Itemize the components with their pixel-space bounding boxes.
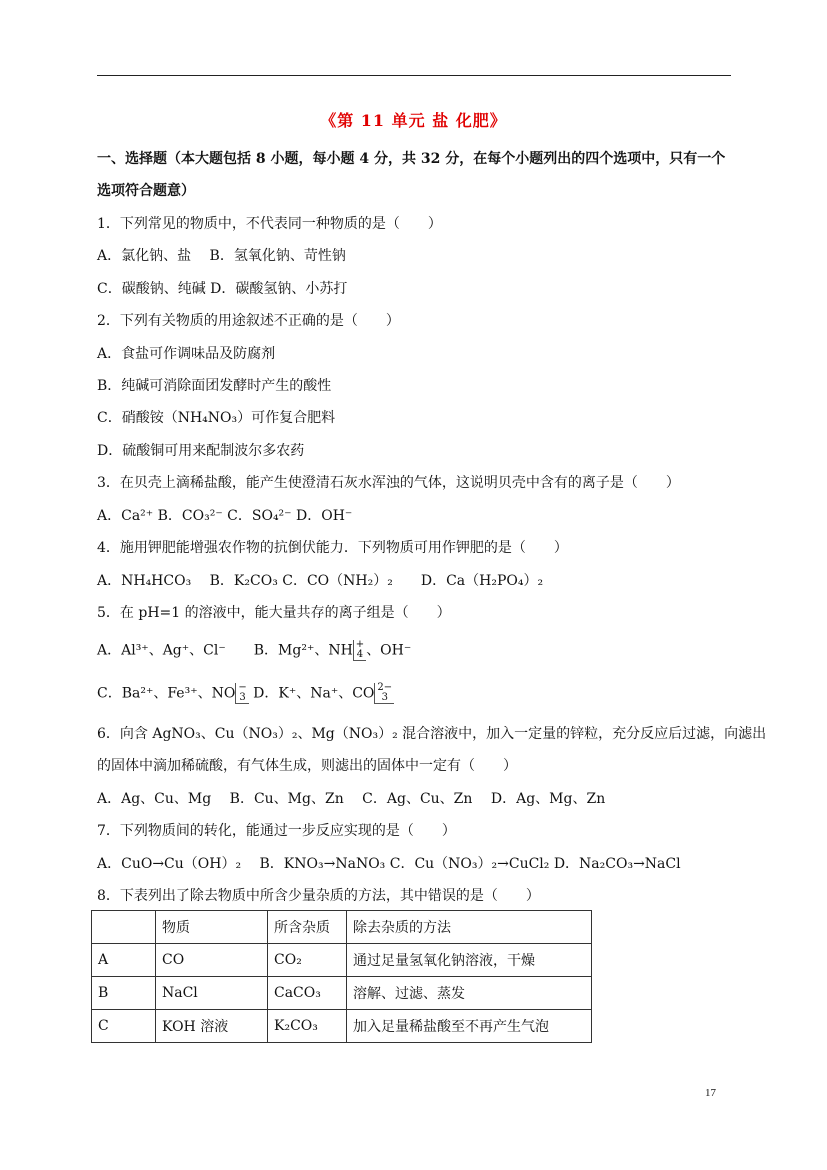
table-cell: CaCO₃ (268, 977, 347, 1010)
question-2-option: C．硝酸铵（NH₄NO₃）可作复合肥料 (97, 410, 336, 426)
question-5-option-ab (97, 640, 411, 661)
question-7-stem: 7．下列物质间的转化，能通过一步反应实现的是（ ） (97, 823, 456, 839)
table-cell: C (92, 1010, 156, 1043)
table-cell: K₂CO₃ (268, 1010, 347, 1043)
table-header-row (92, 911, 592, 944)
table-row (92, 1010, 592, 1043)
question-6-stem: 6．向含 AgNO₃、Cu（NO₃）₂、Mg（NO₃）₂ 混合溶液中，加入一定量的锌粒，充分反应后过滤，向滤出 (97, 726, 767, 742)
question-1-option: A．氯化钠、盐 B．氢氧化钠、苛性钠 (97, 248, 346, 264)
ion-charge-box: + 4 (353, 640, 366, 661)
option-text: D．K⁺、Na⁺、CO (248, 685, 375, 702)
table-header-cell (92, 911, 156, 944)
section-heading-line1: 一、选择题（本大题包括 8 小题，每小题 4 分，共 32 分，在每个小题列出的四个选项中，只有一个 (97, 151, 726, 167)
option-text: A．Al³⁺、Ag⁺、Cl⁻ B．Mg²⁺、NH (97, 642, 353, 659)
ion-charge-box: 2− 3 (374, 683, 394, 704)
question-3-stem: 3．在贝壳上滴稀盐酸，能产生使澄清石灰水浑浊的气体，这说明贝壳中含有的离子是（ ） (97, 475, 680, 491)
question-8-stem: 8．下表列出了除去物质中所含少量杂质的方法，其中错误的是（ ） (97, 888, 540, 904)
table-cell: NaCl (156, 977, 268, 1010)
table-cell: CO (156, 944, 268, 977)
table-cell: KOH 溶液 (156, 1010, 268, 1043)
question-2-stem: 2．下列有关物质的用途叙述不正确的是（ ） (97, 313, 400, 329)
option-text: 、OH⁻ (366, 642, 412, 659)
section-heading-line2: 选项符合题意） (97, 183, 195, 199)
question-6-stem-cont: 的固体中滴加稀硫酸，有气体生成，则滤出的固体中一定有（ ） (97, 758, 517, 774)
table-header-cell: 物质 (156, 911, 268, 944)
question-2-option: B．纯碱可消除面团发酵时产生的酸性 (97, 378, 332, 394)
question-5-option-cd (97, 683, 394, 704)
question-4-option: A．NH₄HCO₃ B．K₂CO₃ C．CO（NH₂）₂ D．Ca（H₂PO₄）₂ (97, 573, 544, 589)
table-cell: 通过足量氢氧化钠溶液，干燥 (347, 944, 592, 977)
page-number: 17 (705, 1087, 716, 1099)
table-row (92, 944, 592, 977)
unit-title: 《第 11 单元 盐 化肥》 (320, 111, 507, 130)
table-cell: CO₂ (268, 944, 347, 977)
ion-charge-box: − 3 (235, 683, 248, 704)
table-row (92, 977, 592, 1010)
question-3-option: A．Ca²⁺ B．CO₃²⁻ C．SO₄²⁻ D．OH⁻ (97, 508, 353, 524)
table-header-cell: 所含杂质 (268, 911, 347, 944)
table-cell: B (92, 977, 156, 1010)
table-header-cell: 除去杂质的方法 (347, 911, 592, 944)
table-cell: A (92, 944, 156, 977)
question-1-option: C．碳酸钠、纯碱 D．碳酸氢钠、小苏打 (97, 281, 348, 297)
question-4-stem: 4．施用钾肥能增强农作物的抗倒伏能力．下列物质可用作钾肥的是（ ） (97, 540, 568, 556)
header-rule (97, 75, 731, 76)
impurity-table (91, 910, 592, 1043)
question-6-option: A．Ag、Cu、Mg B．Cu、Mg、Zn C．Ag、Cu、Zn D．Ag、Mg、Zn (97, 791, 606, 807)
question-2-option: D．硫酸铜可用来配制波尔多农药 (97, 443, 305, 459)
question-2-option: A．食盐可作调味品及防腐剂 (97, 346, 276, 362)
question-5-stem: 5．在 pH=1 的溶液中，能大量共存的离子组是（ ） (97, 605, 451, 621)
table-cell: 溶解、过滤、蒸发 (347, 977, 592, 1010)
table-cell: 加入足量稀盐酸至不再产生气泡 (347, 1010, 592, 1043)
option-text: C．Ba²⁺、Fe³⁺、NO (97, 685, 236, 702)
question-1-stem: 1．下列常见的物质中，不代表同一种物质的是（ ） (97, 216, 442, 232)
question-7-option: A．CuO→Cu（OH）₂ B．KNO₃→NaNO₃ C．Cu（NO₃）₂→CuCl₂ D．Na₂CO₃→NaCl (97, 856, 681, 872)
